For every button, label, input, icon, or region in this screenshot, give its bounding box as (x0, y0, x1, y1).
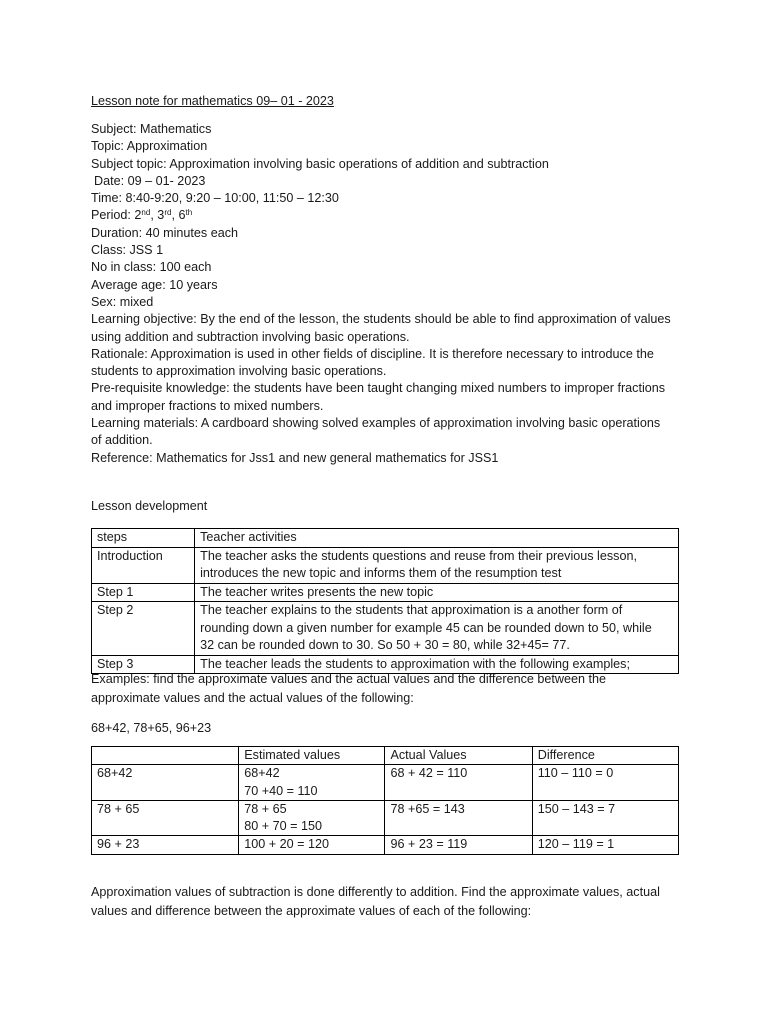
activity-cell (195, 583, 679, 602)
estimated-line: 78 + 65 (244, 801, 287, 816)
materials-line-1: Learning materials: A cardboard showing solved examples of approximation involving basic operations (91, 416, 661, 431)
learning-objective-line-2: using addition and subtraction involving basic operations. (91, 329, 410, 344)
table-row (92, 583, 679, 602)
step-cell: Step 2 (92, 602, 195, 656)
activity-line: The teacher writes presents the new topic (200, 584, 434, 599)
teacher-activities-header: Teacher activities (195, 529, 679, 548)
actual-cell: 96 + 23 = 119 (385, 836, 532, 854)
steps-table (91, 528, 679, 674)
period-line: Period: 2nd, 3rd, 6th (91, 208, 193, 223)
table-row (92, 547, 679, 583)
activity-line: The teacher asks the students questions and reuse from their previous lesson, (200, 548, 637, 563)
estimated-cell (239, 836, 385, 854)
materials-line-2: of addition. (91, 433, 153, 448)
steps-header: steps (92, 529, 195, 548)
average-age-line: Average age: 10 years (91, 277, 218, 292)
duration-line: Duration: 40 minutes each (91, 225, 239, 240)
subject-topic-line: Subject topic: Approximation involving basic operations of addition and subtraction (91, 156, 549, 171)
class-line: Class: JSS 1 (91, 243, 164, 258)
difference-cell: 150 – 143 = 7 (532, 800, 678, 836)
rationale-line-2: students to approximation involving basic operations. (91, 364, 387, 379)
date-line: Date: 09 – 01- 2023 (94, 173, 206, 188)
subtraction-line-1: Approximation values of subtraction is done differently to addition. Find the approximate values, actual (91, 885, 660, 899)
examples-line-2: approximate values and the actual values of the following: (91, 691, 414, 705)
document-title: Lesson note for mathematics 09– 01 - 2023 (91, 94, 334, 108)
difference-cell: 120 – 119 = 1 (532, 836, 678, 854)
table-row (92, 800, 679, 836)
difference-header: Difference (532, 747, 678, 765)
subject-line: Subject: Mathematics (91, 122, 212, 136)
difference-cell: 110 – 110 = 0 (532, 765, 678, 801)
activity-cell (195, 602, 679, 656)
activity-line: introduces the new topic and informs them of the resumption test (200, 566, 562, 580)
estimated-line: 100 + 20 = 120 (244, 837, 329, 852)
estimated-cell (239, 800, 385, 836)
example-expressions: 68+42, 78+65, 96+23 (91, 721, 212, 735)
table-row (92, 602, 679, 656)
estimated-values-header: Estimated values (239, 747, 385, 765)
prerequisite-line-1: Pre-requisite knowledge: the students have been taught changing mixed numbers to improper fractions (91, 381, 666, 396)
estimated-line: 68+42 (244, 766, 280, 781)
estimated-line: 80 + 70 = 150 (244, 819, 322, 834)
examples-paragraph (91, 670, 691, 708)
table-row (92, 836, 679, 854)
lesson-meta (91, 121, 691, 467)
values-table (91, 746, 679, 855)
expression-cell: 78 + 65 (92, 800, 239, 836)
blank-header (92, 747, 239, 765)
values-table-header (92, 747, 679, 765)
activity-line: 32 can be rounded down to 30. So 50 + 30 = 80, while 32+45= 77. (200, 638, 570, 652)
activity-line: The teacher leads the students to approximation with the following examples; (200, 656, 630, 671)
topic-line: Topic: Approximation (91, 139, 208, 154)
actual-values-header: Actual Values (385, 747, 532, 765)
actual-cell: 68 + 42 = 110 (385, 765, 532, 801)
actual-cell: 78 +65 = 143 (385, 800, 532, 836)
activity-line: The teacher explains to the students that approximation is a another form of (200, 603, 623, 617)
subtraction-paragraph (91, 883, 701, 921)
activity-cell (195, 547, 679, 583)
time-line: Time: 8:40-9:20, 9:20 – 10:00, 11:50 – 12:30 (91, 191, 339, 206)
sex-line: Sex: mixed (91, 294, 154, 309)
activity-line: rounding down a given number for example 45 can be rounded down to 50, while (200, 620, 652, 635)
table-row (92, 765, 679, 801)
step-cell: Step 1 (92, 583, 195, 602)
no-in-class-line: No in class: 100 each (91, 260, 212, 275)
step-cell: Introduction (92, 547, 195, 583)
rationale-line-1: Rationale: Approximation is used in other fields of discipline. It is therefore necessary to introduce the (91, 346, 654, 361)
lesson-development-heading: Lesson development (91, 499, 208, 513)
prerequisite-line-2: and improper fractions to mixed numbers. (91, 398, 324, 413)
learning-objective-line-1: Learning objective: By the end of the lesson, the students should be able to find approximation of values (91, 312, 671, 327)
estimated-line: 70 +40 = 110 (244, 783, 318, 798)
expression-cell: 96 + 23 (92, 836, 239, 854)
subtraction-line-2: values and difference between the approximate values of each of the following: (91, 904, 532, 918)
examples-line-1: Examples: find the approximate values and the actual values and the difference between the (91, 672, 607, 686)
step-cell: Step 3 (92, 655, 195, 674)
expression-cell: 68+42 (92, 765, 239, 801)
steps-table-header (92, 529, 679, 548)
reference-line: Reference: Mathematics for Jss1 and new general mathematics for JSS1 (91, 450, 499, 465)
estimated-cell (239, 765, 385, 801)
